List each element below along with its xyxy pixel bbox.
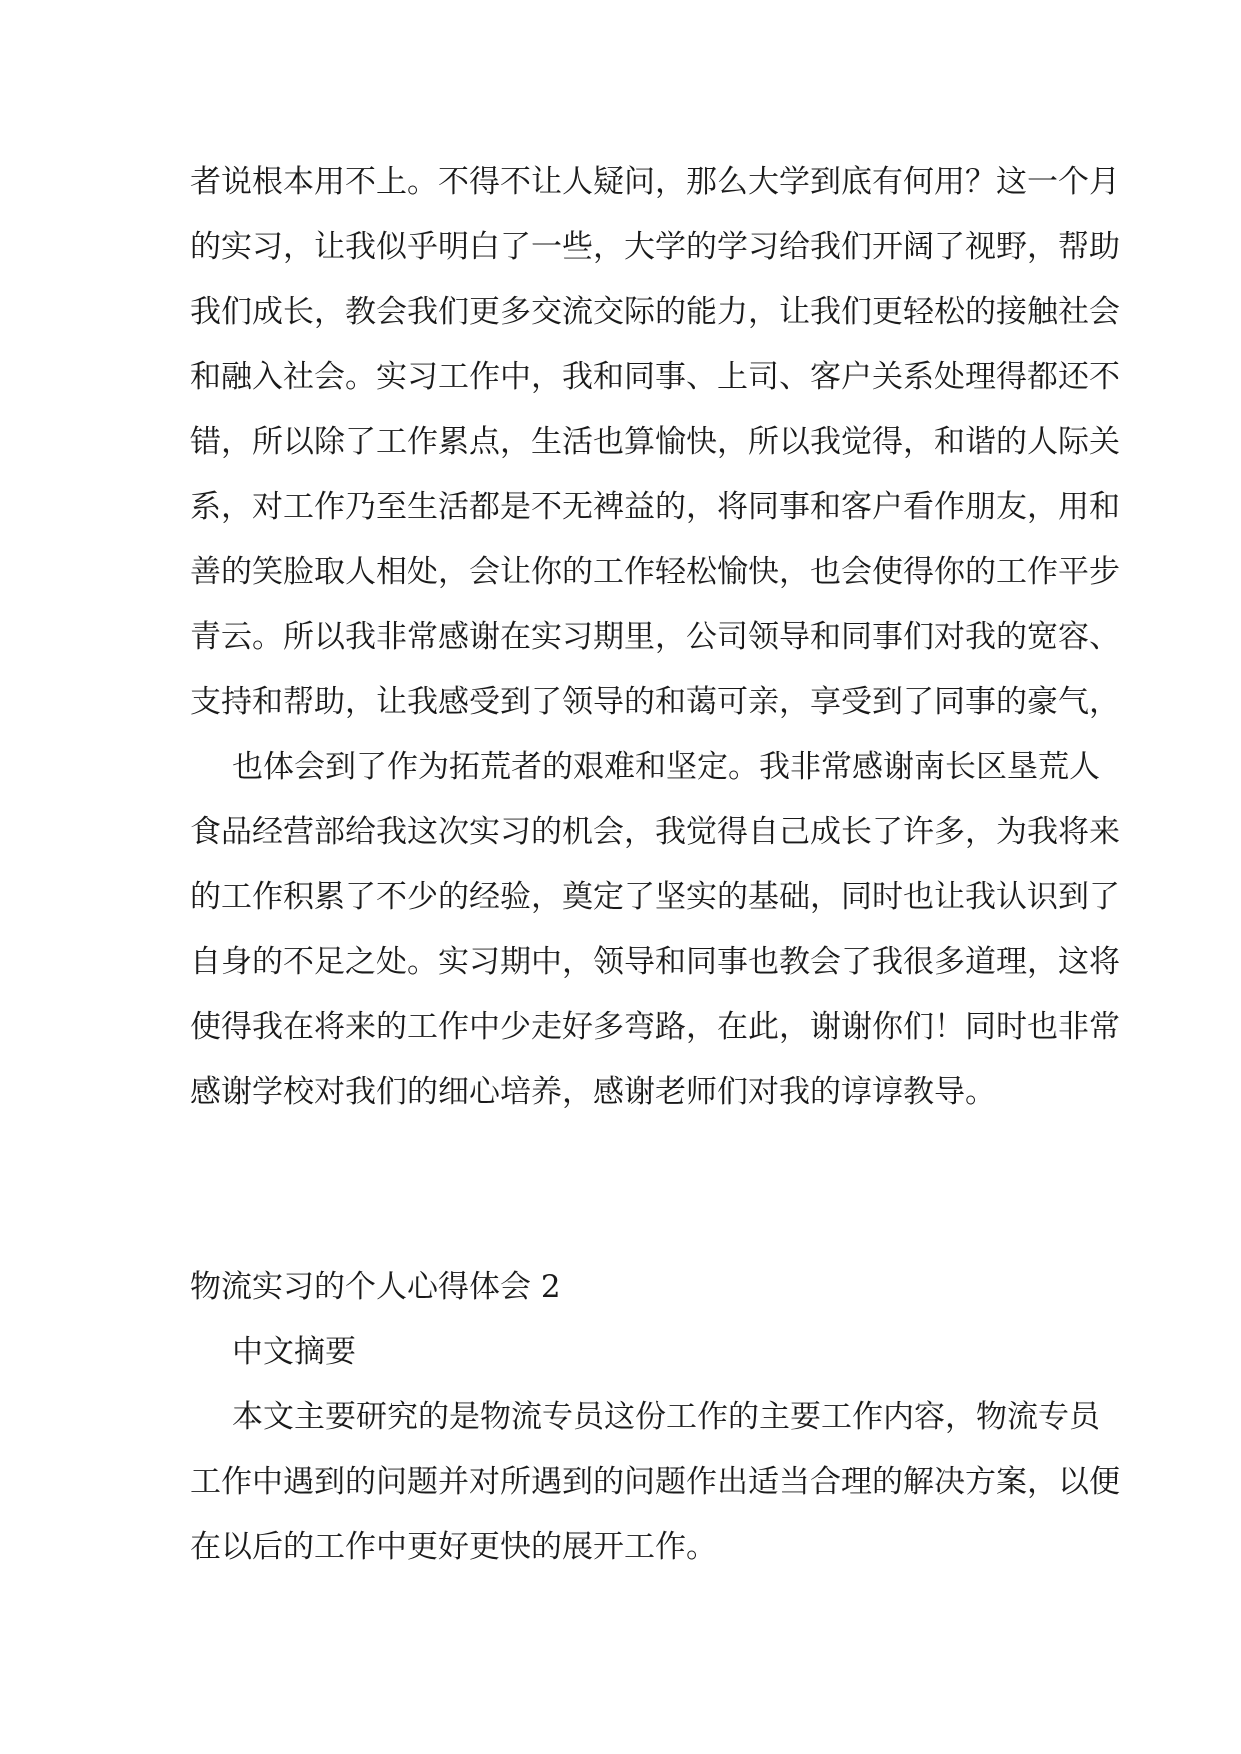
paragraph-line: 支持和帮助，让我感受到了领导的和蔼可亲，享受到了同事的豪气， <box>190 684 1120 720</box>
paragraph-line: 错，所以除了工作累点，生活也算愉快，所以我觉得，和谐的人际关 <box>190 424 1120 460</box>
paragraph-line: 感谢学校对我们的细心培养，感谢老师们对我的谆谆教导。 <box>190 1074 996 1110</box>
paragraph-2 <box>190 735 1120 1125</box>
paragraph-line: 善的笑脸取人相处，会让你的工作轻松愉快，也会使得你的工作平步 <box>190 554 1120 590</box>
paragraph-line: 我们成长，教会我们更多交流交际的能力，让我们更轻松的接触社会 <box>190 294 1120 330</box>
paragraph-line: 也体会到了作为拓荒者的艰难和坚定。我非常感谢南长区垦荒人 <box>232 749 1100 785</box>
section-title: 物流实习的个人心得体会 2 <box>190 1269 561 1305</box>
abstract-heading: 中文摘要 <box>232 1334 356 1370</box>
paragraph-line: 青云。所以我非常感谢在实习期里，公司领导和同事们对我的宽容、 <box>190 619 1120 655</box>
paragraph-line: 的实习，让我似乎明白了一些，大学的学习给我们开阔了视野，帮助 <box>190 229 1120 265</box>
paragraph-line: 和融入社会。实习工作中，我和同事、上司、客户关系处理得都还不 <box>190 359 1120 395</box>
paragraph-line: 在以后的工作中更好更快的展开工作。 <box>190 1529 717 1565</box>
paragraph-line: 工作中遇到的问题并对所遇到的问题作出适当合理的解决方案，以便 <box>190 1464 1120 1500</box>
paragraph-line: 本文主要研究的是物流专员这份工作的主要工作内容，物流专员 <box>232 1399 1100 1435</box>
paragraph-line: 的工作积累了不少的经验，奠定了坚实的基础，同时也让我认识到了 <box>190 879 1120 915</box>
paragraph-line: 食品经营部给我这次实习的机会，我觉得自己成长了许多，为我将来 <box>190 814 1120 850</box>
paragraph-1 <box>190 150 1120 735</box>
paragraph-line: 使得我在将来的工作中少走好多弯路，在此，谢谢你们！同时也非常 <box>190 1009 1120 1045</box>
document-page <box>190 150 1120 1580</box>
paragraph-line: 者说根本用不上。不得不让人疑问，那么大学到底有何用？这一个月 <box>190 164 1120 200</box>
paragraph-line: 系，对工作乃至生活都是不无裨益的，将同事和客户看作朋友，用和 <box>190 489 1120 525</box>
paragraph-line: 自身的不足之处。实习期中，领导和同事也教会了我很多道理，这将 <box>190 944 1120 980</box>
abstract-paragraph <box>190 1385 1120 1580</box>
